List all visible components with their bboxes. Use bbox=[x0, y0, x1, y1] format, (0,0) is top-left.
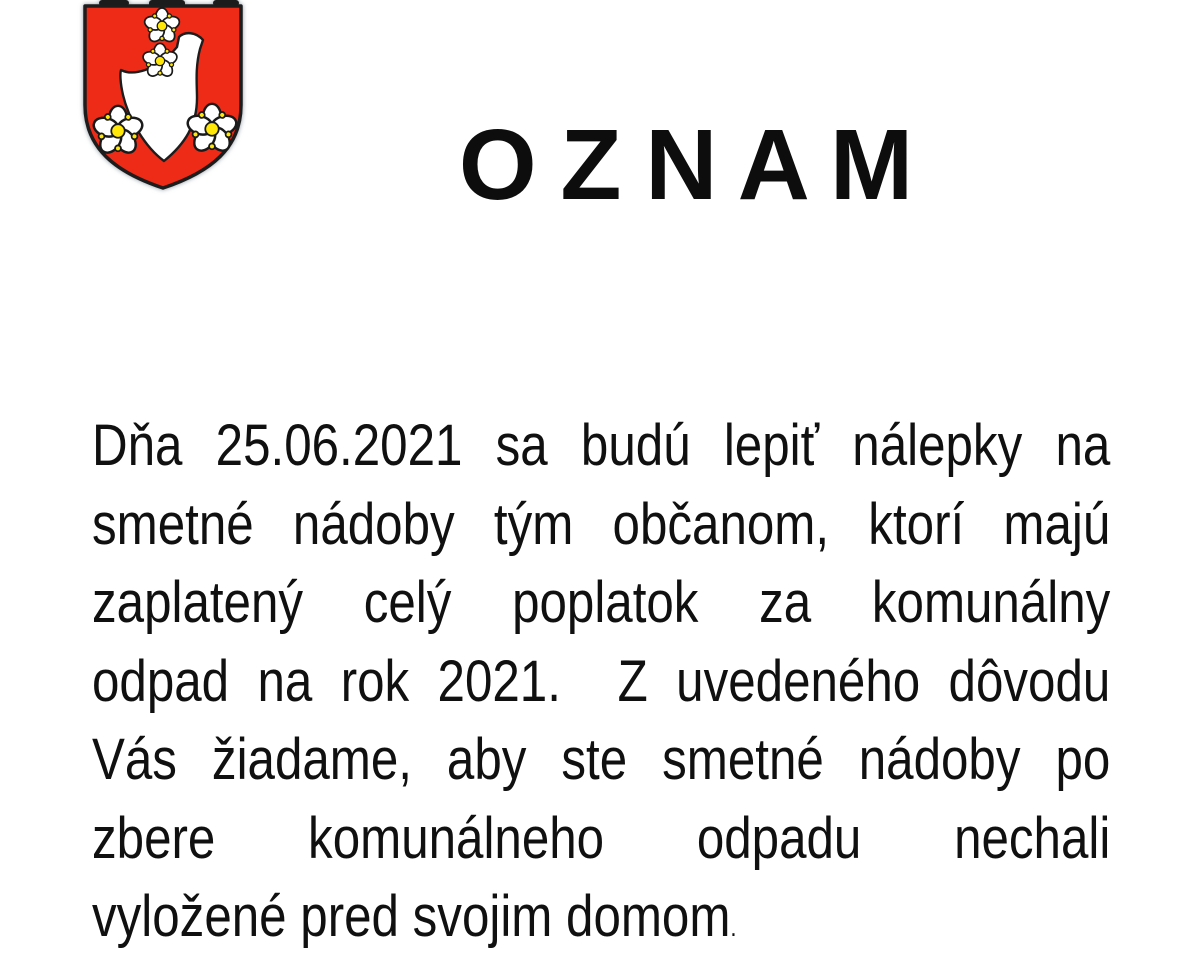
last-line-text: vyložené pred svojim domom bbox=[92, 884, 731, 949]
announcement-last-line bbox=[92, 878, 1110, 958]
announcement-line: zbere komunálneho odpadu nechali bbox=[92, 805, 1111, 871]
announcement-title: O Z N A M bbox=[458, 109, 912, 221]
announcement-body bbox=[92, 407, 1110, 958]
announcement-line: odpad na rok 2021. Z uvedeného dôvodu bbox=[92, 648, 1111, 714]
coat-of-arms bbox=[73, 0, 253, 200]
announcement-line: Dňa 25.06.2021 sa budú lepiť nálepky na bbox=[92, 413, 1111, 478]
announcement-line: smetné nádoby tým občanom, ktorí majú bbox=[92, 491, 1111, 557]
trailing-period: . bbox=[730, 912, 737, 942]
announcement-line: Vás žiadame, aby ste smetné nádoby po bbox=[92, 727, 1111, 792]
announcement-line: zaplatený celý poplatok za komunálny bbox=[92, 570, 1111, 635]
